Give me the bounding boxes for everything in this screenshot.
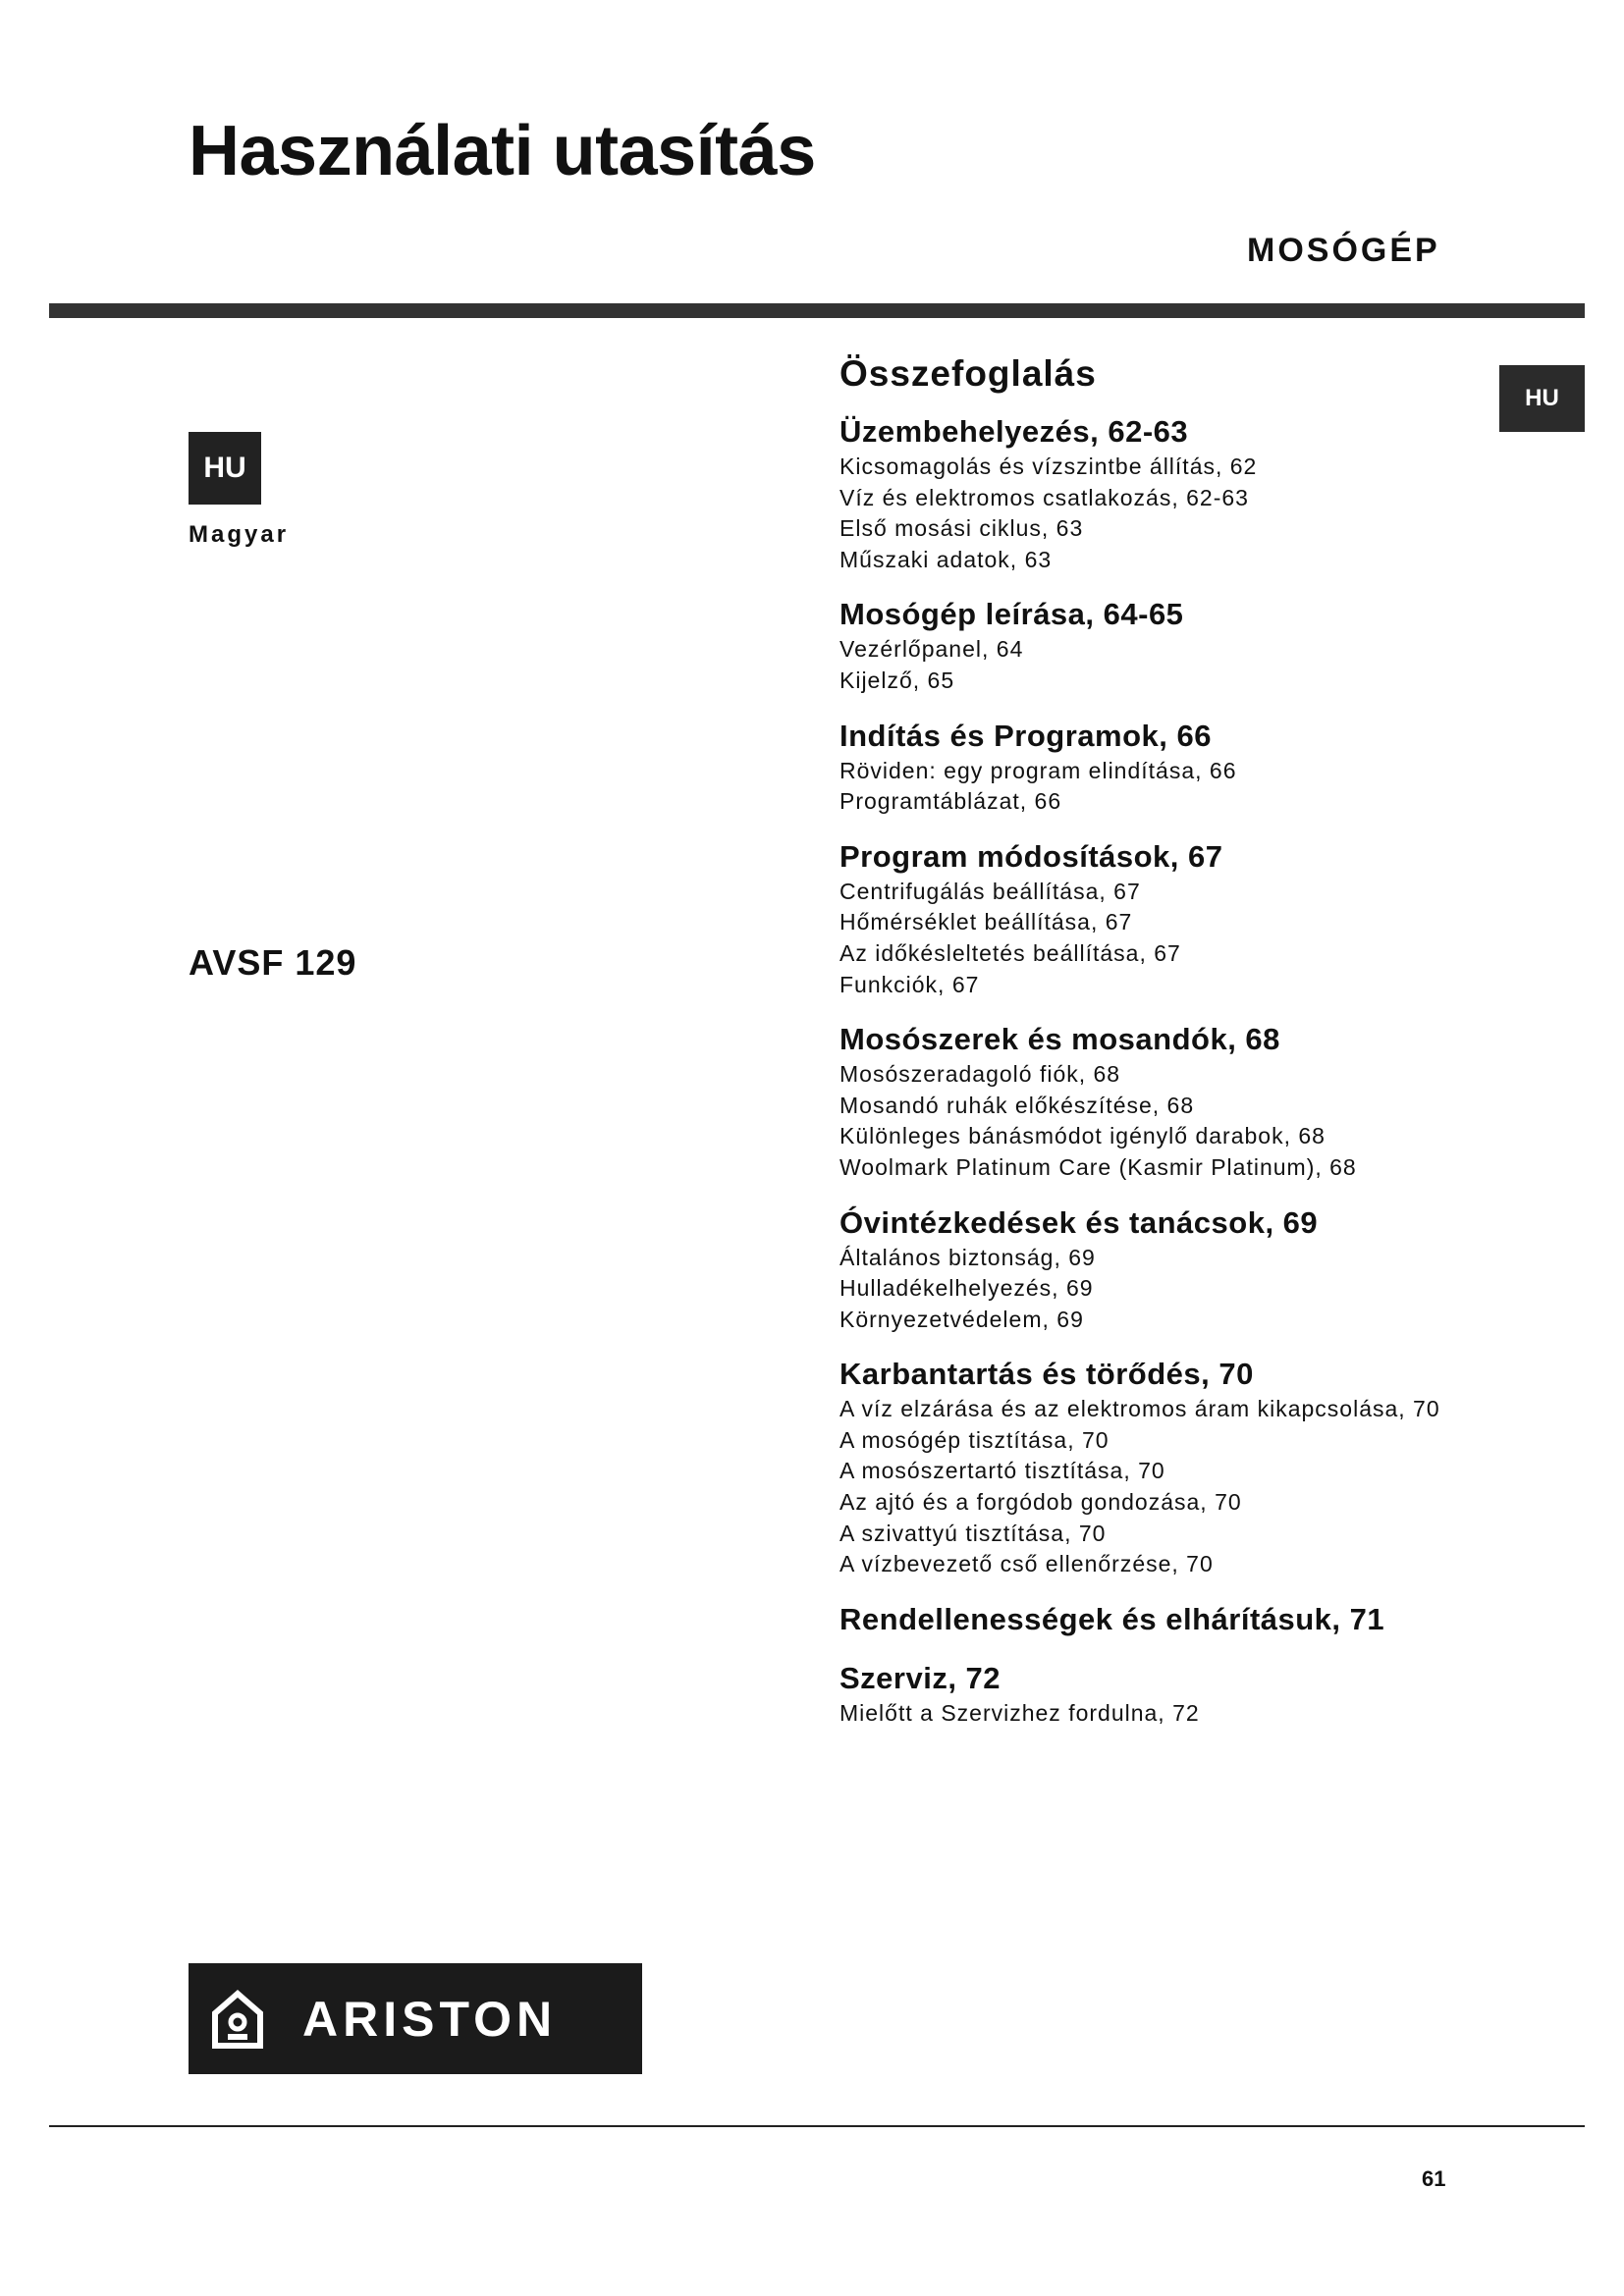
- toc-item: Első mosási ciklus, 63: [839, 515, 1084, 542]
- toc-item: Általános biztonság, 69: [839, 1244, 1096, 1270]
- toc-heading: Összefoglalás: [839, 353, 1097, 394]
- toc-item: A vízbevezető cső ellenőrzése, 70: [839, 1551, 1214, 1577]
- page-title: Használati utasítás: [189, 112, 816, 190]
- toc-section-title: Mosószerek és mosandók, 68: [839, 1022, 1280, 1057]
- model-name: AVSF 129: [189, 942, 357, 983]
- toc-item: A szivattyú tisztítása, 70: [839, 1520, 1107, 1546]
- toc-section: [839, 595, 1488, 696]
- toc-item-list: [839, 452, 1488, 575]
- toc-sections: [839, 412, 1488, 1729]
- language-label: Magyar: [189, 521, 290, 548]
- toc-item: Mosandó ruhák előkészítése, 68: [839, 1092, 1195, 1118]
- toc-item-list: [839, 634, 1488, 696]
- toc-item: A mosógép tisztítása, 70: [839, 1426, 1110, 1453]
- page-number: 61: [1422, 2166, 1446, 2191]
- top-divider: [49, 303, 1585, 318]
- language-badge: HU: [189, 432, 261, 505]
- toc-item-list: [839, 1243, 1488, 1336]
- toc-section-title: Program módosítások, 67: [839, 838, 1223, 874]
- toc-item: Mielőtt a Szervizhez fordulna, 72: [839, 1699, 1200, 1726]
- toc-item: Hőmérséklet beállítása, 67: [839, 909, 1133, 935]
- toc-item: Hulladékelhelyezés, 69: [839, 1275, 1094, 1302]
- toc-item: Röviden: egy program elindítása, 66: [839, 757, 1237, 783]
- toc-section-title: Szerviz, 72: [839, 1660, 1001, 1695]
- toc-section: [839, 837, 1488, 1000]
- logo-text: ARISTON: [302, 1991, 558, 2047]
- toc-section-title: Rendellenességek és elhárításuk, 71: [839, 1601, 1385, 1636]
- toc-section: [839, 1600, 1488, 1639]
- language-tab: HU: [1499, 365, 1585, 432]
- toc-item: Az időkésleltetés beállítása, 67: [839, 939, 1181, 966]
- toc-item-list: [839, 1698, 1488, 1730]
- toc-item-list: [839, 756, 1488, 818]
- toc-section: [839, 1659, 1488, 1730]
- document-subtitle: MOSÓGÉP: [1247, 232, 1440, 269]
- toc-item: Kicsomagolás és vízszintbe állítás, 62: [839, 454, 1258, 479]
- bottom-divider: [49, 2125, 1585, 2127]
- toc-item: Víz és elektromos csatlakozás, 62-63: [839, 484, 1249, 510]
- house-icon: [210, 1990, 265, 2049]
- toc-section: [839, 412, 1488, 575]
- toc-item: Kijelző, 65: [839, 667, 955, 693]
- toc-section: [839, 1203, 1488, 1336]
- toc-item: Programtáblázat, 66: [839, 788, 1062, 815]
- toc-item: Woolmark Platinum Care (Kasmir Platinum), 68: [839, 1153, 1357, 1180]
- toc-item: Centrifugálás beállítása, 67: [839, 878, 1141, 904]
- table-of-contents: [839, 349, 1488, 1748]
- toc-section-title: Karbantartás és törődés, 70: [839, 1357, 1254, 1392]
- toc-item: Mosószeradagoló fiók, 68: [839, 1061, 1121, 1088]
- toc-section: [839, 1020, 1488, 1183]
- toc-item: Különleges bánásmódot igénylő darabok, 68: [839, 1123, 1326, 1149]
- toc-item: Környezetvédelem, 69: [839, 1306, 1084, 1332]
- toc-item: A víz elzárása és az elektromos áram kikapcsolása, 70: [839, 1396, 1440, 1422]
- toc-item: Műszaki adatok, 63: [839, 546, 1053, 572]
- toc-section-title: Óvintézkedések és tanácsok, 69: [839, 1204, 1319, 1240]
- toc-item: Az ajtó és a forgódob gondozása, 70: [839, 1489, 1242, 1516]
- toc-item: Vezérlőpanel, 64: [839, 636, 1024, 663]
- toc-section: [839, 717, 1488, 818]
- toc-section-title: Üzembehelyezés, 62-63: [839, 414, 1189, 449]
- toc-section-title: Mosógép leírása, 64-65: [839, 597, 1184, 632]
- toc-section-title: Indítás és Programok, 66: [839, 718, 1212, 753]
- brand-logo: [189, 1963, 642, 2074]
- toc-item: A mosószertartó tisztítása, 70: [839, 1458, 1165, 1484]
- toc-item-list: [839, 1059, 1488, 1183]
- toc-section: [839, 1355, 1488, 1580]
- toc-item: Funkciók, 67: [839, 971, 980, 997]
- toc-item-list: [839, 877, 1488, 1000]
- toc-item-list: [839, 1394, 1488, 1580]
